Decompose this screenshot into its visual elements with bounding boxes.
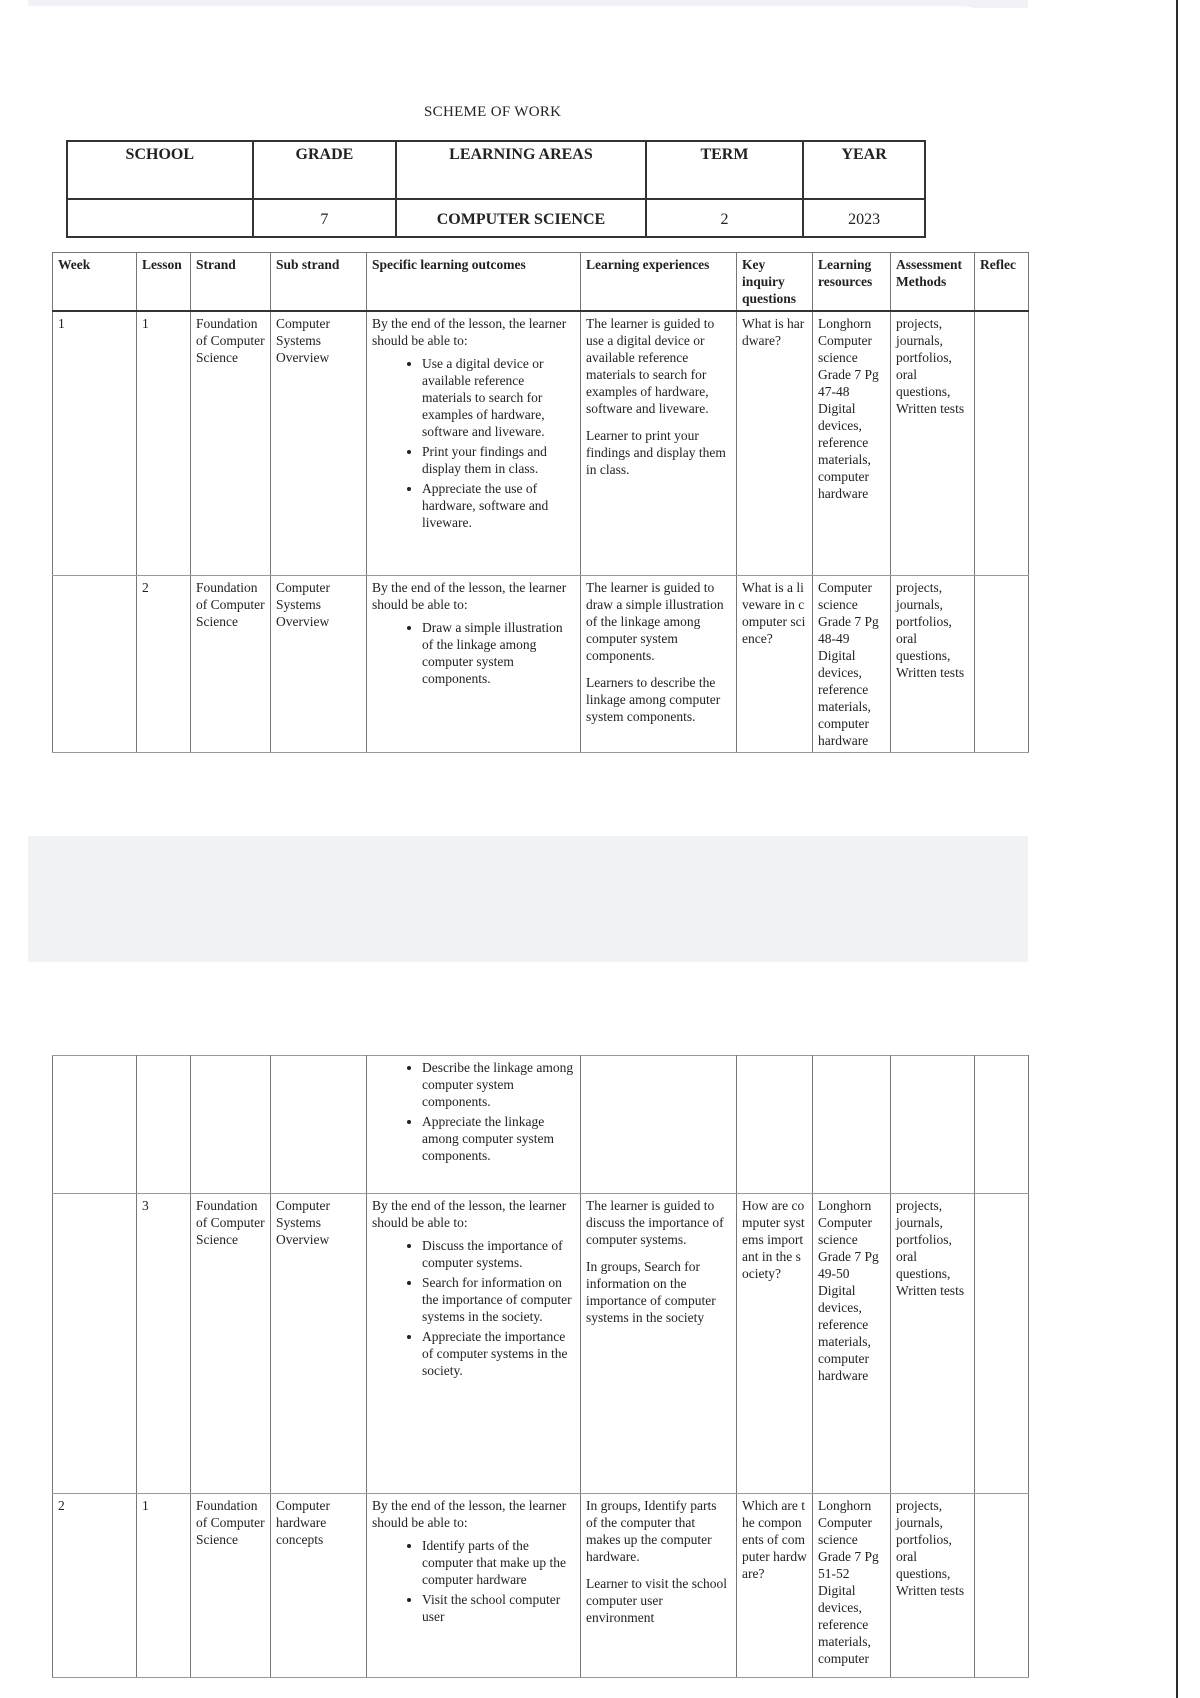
cell-reflection bbox=[975, 1494, 1029, 1678]
cell-sub-strand: Computer Systems Overview bbox=[271, 311, 367, 575]
cell-assessment: projects, journals, portfolios, oral questions, Written tests bbox=[891, 311, 975, 575]
outcomes-intro: By the end of the lesson, the learner should be able to: bbox=[372, 316, 567, 348]
experience-item: Learners to describe the linkage among computer system components. bbox=[586, 674, 721, 724]
cell-resources bbox=[813, 1056, 891, 1194]
col-outcomes: Specific learning outcomes bbox=[367, 253, 581, 312]
page-gap bbox=[28, 836, 1028, 962]
outcome-item: • Search for information on the importance of computer systems in the society. bbox=[422, 1274, 575, 1325]
outcome-item: • Appreciate the importance of computer systems in the society. bbox=[422, 1328, 575, 1379]
cell-resources: Longhorn Computer science Grade 7 Pg 51-52 Digital devices, reference materials, computer bbox=[813, 1494, 891, 1678]
cell-key-question: Which are the components of computer hardware? bbox=[737, 1494, 813, 1678]
outcome-item: • Draw a simple illustration of the linkage among computer system components. bbox=[422, 619, 575, 687]
cell-experiences bbox=[581, 1056, 737, 1194]
scrollbar-edge[interactable] bbox=[1176, 0, 1178, 1698]
cell-resources: Computer science Grade 7 Pg 48-49 Digital devices, reference materials, computer hardware bbox=[813, 575, 891, 752]
col-lesson: Lesson bbox=[137, 253, 191, 312]
cell-reflection bbox=[975, 575, 1029, 752]
cell-lesson: 1 bbox=[137, 1494, 191, 1678]
outcome-item: • Print your findings and display them in class. bbox=[422, 443, 575, 477]
outcomes-intro: By the end of the lesson, the learner should be able to: bbox=[372, 579, 567, 612]
cell-assessment: projects, journals, portfolios, oral questions, Written tests bbox=[891, 575, 975, 752]
cell-experiences bbox=[581, 311, 737, 575]
experience-item: Learner to print your findings and display them in class. bbox=[586, 428, 726, 477]
outcome-item: • Describe the linkage among computer system components. bbox=[422, 1059, 575, 1110]
scheme-table-page-2 bbox=[52, 1055, 1029, 1678]
cell-week: 1 bbox=[53, 311, 137, 575]
header-value-grade: 7 bbox=[253, 199, 397, 237]
cell-week: 2 bbox=[53, 1494, 137, 1678]
header-label-school: SCHOOL bbox=[67, 141, 253, 199]
cell-week bbox=[53, 575, 137, 752]
header-value-term: 2 bbox=[646, 199, 804, 237]
cell-strand: Foundation of Computer Science bbox=[191, 575, 271, 752]
cell-key-question bbox=[737, 1056, 813, 1194]
cell-lesson: 3 bbox=[137, 1194, 191, 1494]
outcome-item: • Use a digital device or available reference materials to search for examples of hardware, software and liveware. bbox=[422, 355, 575, 440]
scheme-table-page-1 bbox=[52, 252, 1029, 753]
cell-reflection bbox=[975, 311, 1029, 575]
cell-reflection bbox=[975, 1056, 1029, 1194]
cell-outcomes bbox=[367, 1194, 581, 1494]
cell-assessment bbox=[891, 1056, 975, 1194]
col-strand: Strand bbox=[191, 253, 271, 312]
cell-assessment: projects, journals, portfolios, oral questions, Written tests bbox=[891, 1194, 975, 1494]
table-row bbox=[53, 311, 1029, 575]
col-reflection: Reflec bbox=[975, 253, 1029, 312]
col-key-questions: Key inquiry questions bbox=[737, 253, 813, 312]
col-week: Week bbox=[53, 253, 137, 312]
experience-item: Learner to visit the school computer user environment bbox=[586, 1576, 727, 1625]
cell-sub-strand: Computer Systems Overview bbox=[271, 1194, 367, 1494]
cell-sub-strand: Computer hardware concepts bbox=[271, 1494, 367, 1678]
outcome-item: • Visit the school computer user bbox=[422, 1591, 575, 1625]
outcome-item: • Discuss the importance of computer systems. bbox=[422, 1237, 575, 1271]
cell-strand: Foundation of Computer Science bbox=[191, 1194, 271, 1494]
table-row bbox=[53, 1494, 1029, 1678]
table-row bbox=[53, 1194, 1029, 1494]
outcomes-intro: By the end of the lesson, the learner should be able to: bbox=[372, 1198, 567, 1230]
cell-experiences bbox=[581, 575, 737, 752]
cell-resources: Longhorn Computer science Grade 7 Pg 47-48 Digital devices, reference materials, computer hardware bbox=[813, 311, 891, 575]
experience-item: In groups, Identify parts of the computer that makes up the computer hardware. bbox=[586, 1498, 717, 1564]
cell-reflection bbox=[975, 1194, 1029, 1494]
cell-lesson: 2 bbox=[137, 575, 191, 752]
cell-outcomes bbox=[367, 1494, 581, 1678]
cell-assessment: projects, journals, portfolios, oral questions, Written tests bbox=[891, 1494, 975, 1678]
experience-item: The learner is guided to draw a simple illustration of the linkage among computer system components. bbox=[586, 579, 724, 663]
experience-item: The learner is guided to discuss the importance of computer systems. bbox=[586, 1198, 724, 1247]
header-label-grade: GRADE bbox=[253, 141, 397, 199]
cell-outcomes bbox=[367, 311, 581, 575]
cell-key-question: What is hardware? bbox=[737, 311, 813, 575]
outcome-item: • Appreciate the linkage among computer system components. bbox=[422, 1113, 575, 1164]
col-experiences: Learning experiences bbox=[581, 253, 737, 312]
table-row bbox=[53, 575, 1029, 752]
cell-outcomes bbox=[367, 575, 581, 752]
cell-week bbox=[53, 1194, 137, 1494]
cell-experiences bbox=[581, 1194, 737, 1494]
outcome-item: • Appreciate the use of hardware, software and liveware. bbox=[422, 480, 575, 531]
cell-strand: Foundation of Computer Science bbox=[191, 1494, 271, 1678]
header-label-term: TERM bbox=[646, 141, 804, 199]
cell-experiences bbox=[581, 1494, 737, 1678]
outcomes-intro: By the end of the lesson, the learner should be able to: bbox=[372, 1498, 567, 1530]
right-margin bbox=[1028, 0, 1176, 1698]
header-table bbox=[66, 140, 926, 238]
cell-week bbox=[53, 1056, 137, 1194]
col-assessment: Assessment Methods bbox=[891, 253, 975, 312]
cell-resources: Longhorn Computer science Grade 7 Pg 49-50 Digital devices, reference materials, computer hardware bbox=[813, 1194, 891, 1494]
cell-lesson: 1 bbox=[137, 311, 191, 575]
cell-sub-strand: Computer Systems Overview bbox=[271, 575, 367, 752]
header-label-learning-areas: LEARNING AREAS bbox=[396, 141, 645, 199]
document-title: SCHEME OF WORK bbox=[424, 104, 562, 120]
experience-item: The learner is guided to use a digital device or available reference materials to search for examples of hardware, software and liveware. bbox=[586, 316, 715, 416]
cell-strand: Foundation of Computer Science bbox=[191, 311, 271, 575]
header-label-year: YEAR bbox=[803, 141, 925, 199]
cell-strand bbox=[191, 1056, 271, 1194]
col-resources: Learning resources bbox=[813, 253, 891, 312]
cell-lesson bbox=[137, 1056, 191, 1194]
col-sub-strand: Sub strand bbox=[271, 253, 367, 312]
cell-outcomes bbox=[367, 1056, 581, 1194]
header-value-school bbox=[67, 199, 253, 237]
outcome-item: • Identify parts of the computer that make up the computer hardware bbox=[422, 1537, 575, 1588]
cell-key-question: How are computer systems important in the society? bbox=[737, 1194, 813, 1494]
cell-sub-strand bbox=[271, 1056, 367, 1194]
header-value-year: 2023 bbox=[803, 199, 925, 237]
cell-key-question: What is a liveware in computer science? bbox=[737, 575, 813, 752]
table-row-continued bbox=[53, 1056, 1029, 1194]
experience-item: In groups, Search for information on the importance of computer systems in the society bbox=[586, 1259, 716, 1325]
header-value-learning-area: COMPUTER SCIENCE bbox=[396, 199, 645, 237]
